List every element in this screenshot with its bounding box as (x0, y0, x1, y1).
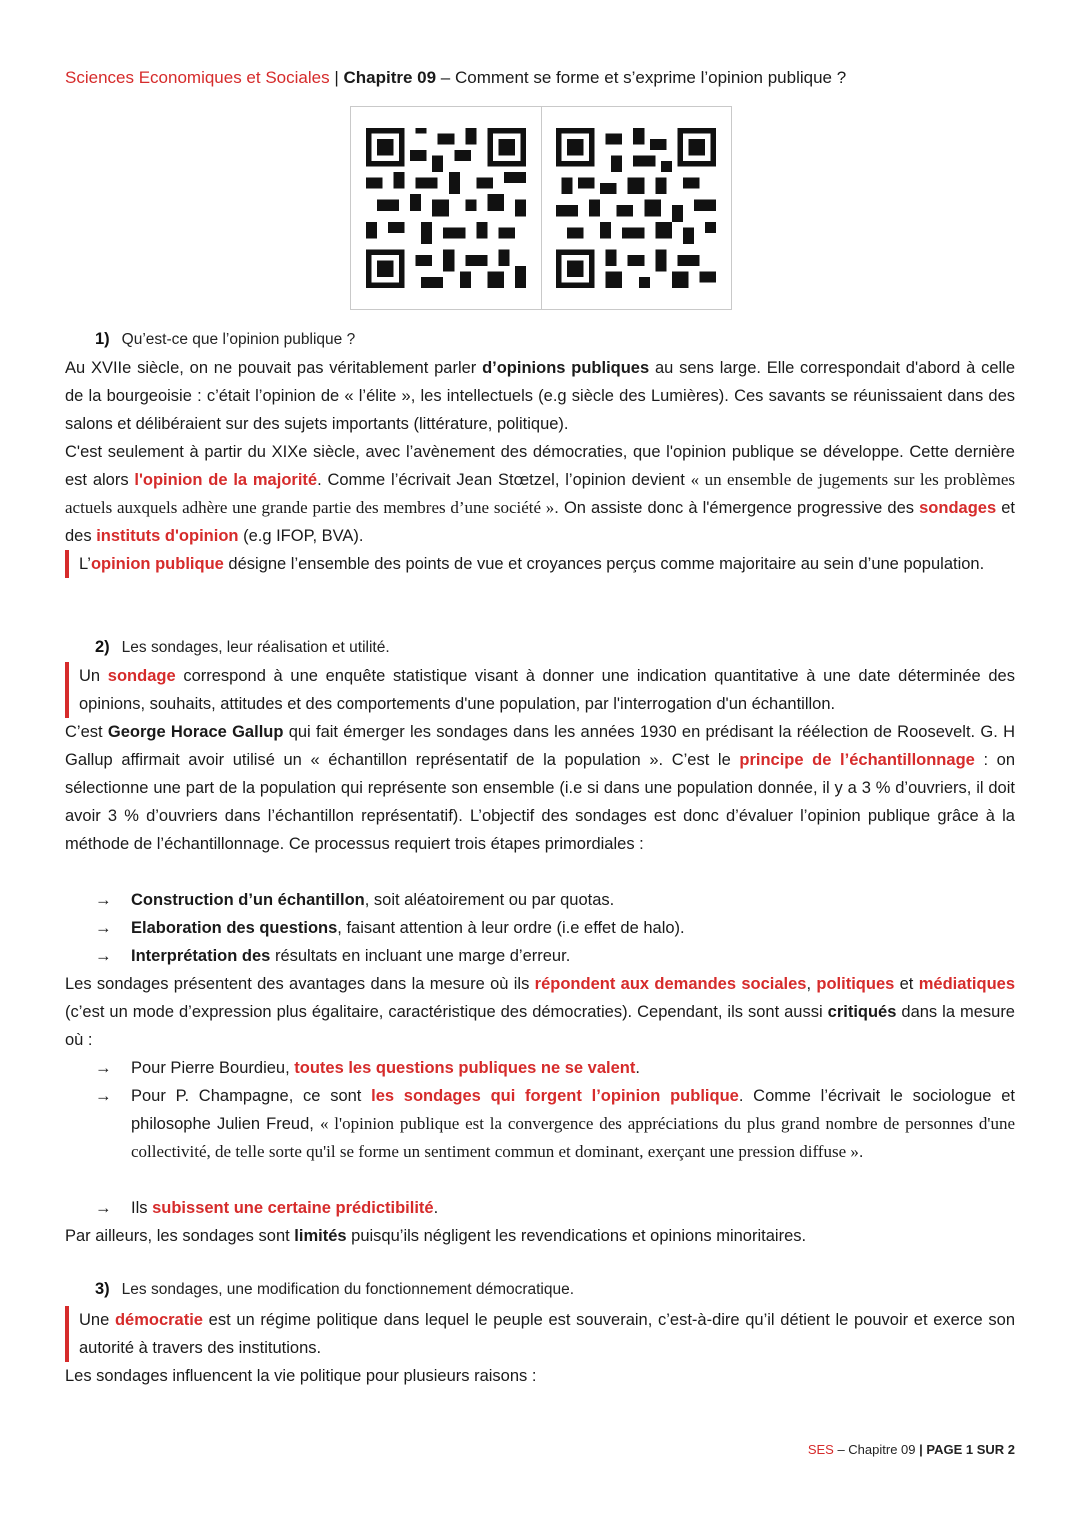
qr-code-box (350, 106, 732, 310)
key-term: principe de l’échantillonnage (739, 751, 975, 769)
critique-item (95, 1054, 1015, 1082)
text: C'est seulement à partir du XIXe siècle, avec l’avènement des démocraties, que l'opinion publique se développe. Cette dernière est alors (65, 443, 1015, 489)
text: et des (65, 499, 1015, 545)
section-3-number: 3) (95, 1280, 110, 1298)
step-title: Elaboration des questions (131, 919, 338, 937)
bold-term: limités (294, 1227, 347, 1245)
chapter-label: Chapitre 09 (343, 68, 437, 87)
text: (e.g IFOP, BVA). (238, 527, 364, 545)
text: Au XVIIe siècle, on ne pouvait pas véritablement parler (65, 359, 483, 377)
footer-chapter: – Chapitre 09 (833, 1442, 920, 1457)
page-footer (808, 1442, 1015, 1457)
section-1-heading: Qu’est-ce que l’opinion publique ? (121, 331, 356, 348)
bold-term: d’opinions publiques (482, 359, 650, 377)
header-dash: – (436, 68, 455, 87)
critique-item (95, 1194, 1015, 1222)
step-item (95, 914, 1015, 942)
definition-sondage (65, 662, 1015, 718)
key-term: répondent aux demandes sociales (534, 975, 807, 993)
key-term: démocratie (114, 1311, 203, 1329)
key-term: toutes les questions publiques ne se valent (294, 1059, 636, 1077)
key-term: subissent une certaine prédictibilité (152, 1199, 434, 1217)
definition-opinion-publique (65, 550, 1015, 578)
text: puisqu’ils négligent les revendications et opinions minoritaires. (346, 1227, 807, 1245)
text: . On assiste donc à l'émergence progressive des (554, 499, 920, 517)
quote: « l'opinion publique est la convergence des appréciations du plus grand nombre de personnes d'une collectivité, de telle sorte qu'il se forme un sentiment commun et dominant, exerçant une pression diffuse » (131, 1114, 1016, 1161)
text: au sens large. Elle correspondait d'abord à celle de la bourgeoisie : c’était l’opinion de « l’élite », les intellectuels (e.g siècle des Lumières). Ces savants se réunissaient dans des salons et délibéraient sur des sujets importants (littérature, politique). (65, 359, 1016, 433)
page-number: | PAGE 1 SUR 2 (919, 1442, 1015, 1457)
text: est un régime politique dans lequel le peuple est souverain, c’est-à-dire qu’il détient le pouvoir et exerce son autorité à travers des institutions. (79, 1311, 1016, 1357)
key-term: sondages (919, 499, 997, 517)
page-header (65, 68, 846, 88)
section-2-heading: Les sondages, leur réalisation et utilité. (121, 639, 390, 656)
step-item (95, 886, 1015, 914)
section-1-paragraph-2 (65, 438, 1015, 550)
arrow-icon: → (95, 1087, 112, 1105)
text: Les sondages présentent des avantages dans la mesure où ils (65, 975, 535, 993)
arrow-icon: → (95, 947, 112, 965)
section-2-title (95, 638, 390, 657)
key-term: opinion publique (90, 555, 224, 573)
key-term: les sondages qui forgent l’opinion publique (371, 1087, 739, 1105)
footer-ses: SES (807, 1442, 834, 1457)
section-2-paragraph-2 (65, 970, 1015, 1054)
qr-code-icon[interactable] (556, 128, 716, 288)
text: . (635, 1059, 640, 1077)
section-3-title (95, 1280, 574, 1299)
text: Par ailleurs, les sondages sont (65, 1227, 295, 1245)
text: : on sélectionne une part de la population qui représente son ensemble (i.e si dans une population donnée, il y a 3 % d’ouvriers, il doit avoir 3 % d’ouvriers dans l’échantillon représentatif). L’objectif des sondages est donc d’évaluer l’opinion publique grâce à la méthode de l’échantillonnage. Ce processus requiert trois étapes primordiales : (65, 751, 1016, 853)
key-term: politiques (816, 975, 895, 993)
text: Un (79, 667, 108, 685)
chapter-title: Comment se forme et s’exprime l’opinion publique ? (454, 68, 847, 87)
text: Pour P. Champagne, ce sont (131, 1087, 372, 1105)
quote: « un ensemble de jugements sur les problèmes actuels auxquels adhère une grande partie des membres d’une société » (65, 470, 1015, 517)
text: . Comme l’écrivait le sociologue et philosophe Julien Freud, (131, 1087, 1015, 1133)
text: Ils (131, 1199, 153, 1217)
critique-item (95, 1082, 1015, 1166)
section-1-number: 1) (95, 330, 110, 348)
qr-cell-left (351, 107, 541, 309)
section-3-paragraph-1 (65, 1362, 1015, 1390)
text: L’ (79, 555, 91, 573)
step-text: , soit aléatoirement ou par quotas. (364, 891, 615, 909)
text: , (806, 975, 817, 993)
step-text: , faisant attention à leur ordre (i.e effet de halo). (337, 919, 685, 937)
step-item (95, 942, 1015, 970)
section-2-paragraph-3 (65, 1222, 1015, 1250)
text: . Comme l’écrivait Jean Stœtzel, l’opinion devient (317, 471, 691, 489)
key-term: sondage (107, 667, 176, 685)
text: qui fait émerger les sondages dans les années 1930 en prédisant la réélection de Roosevelt. G. H Gallup affirmait avoir utilisé un « échantillon représentatif de la population ». C’est le (65, 723, 1015, 769)
section-1-paragraph-1 (65, 354, 1015, 438)
step-title: Construction d’un échantillon (131, 891, 365, 909)
text: dans la mesure où : (65, 1003, 1015, 1049)
subject-label: Sciences Economiques et Sociales (65, 68, 330, 87)
text: (c’est un mode d’expression plus égalitaire, caractéristique des démocraties). Cependant, ils sont aussi (65, 1003, 828, 1021)
step-title: Interprétation des (131, 947, 271, 965)
key-term: l'opinion de la majorité (134, 471, 318, 489)
key-term: instituts d'opinion (96, 527, 239, 545)
section-2-number: 2) (95, 638, 110, 656)
key-term: médiatiques (918, 975, 1015, 993)
bold-term: George Horace Gallup (107, 723, 284, 741)
text: correspond à une enquête statistique visant à donner une indication quantitative à une date déterminée des opinions, souhaits, attitudes et des comportements d'une population, par l'interrogation d'un échantillon. (79, 667, 1015, 713)
text: et (894, 975, 919, 993)
section-2-paragraph-1 (65, 718, 1015, 858)
section-1-title (95, 330, 355, 349)
text: . (433, 1199, 439, 1217)
section-3-heading: Les sondages, une modification du fonctionnement démocratique. (121, 1281, 575, 1298)
header-separator: | (329, 68, 344, 87)
definition-democratie (65, 1306, 1015, 1362)
arrow-icon: → (95, 891, 112, 909)
step-text: résultats en incluant une marge d’erreur. (270, 947, 571, 965)
arrow-icon: → (95, 919, 112, 937)
arrow-icon: → (95, 1199, 112, 1217)
text: Pour Pierre Bourdieu, (131, 1059, 295, 1077)
text: désigne l’ensemble des points de vue et croyances perçus comme majoritaire au sein d’une population. (223, 555, 985, 573)
bold-term: critiqués (827, 1003, 897, 1021)
text: Les sondages influencent la vie politique pour plusieurs raisons : (65, 1367, 537, 1385)
qr-code-icon[interactable] (366, 128, 526, 288)
text: C’est (65, 723, 108, 741)
text: Une (79, 1311, 115, 1329)
qr-cell-right (541, 107, 732, 309)
arrow-icon: → (95, 1059, 112, 1077)
text: . (858, 1143, 864, 1161)
